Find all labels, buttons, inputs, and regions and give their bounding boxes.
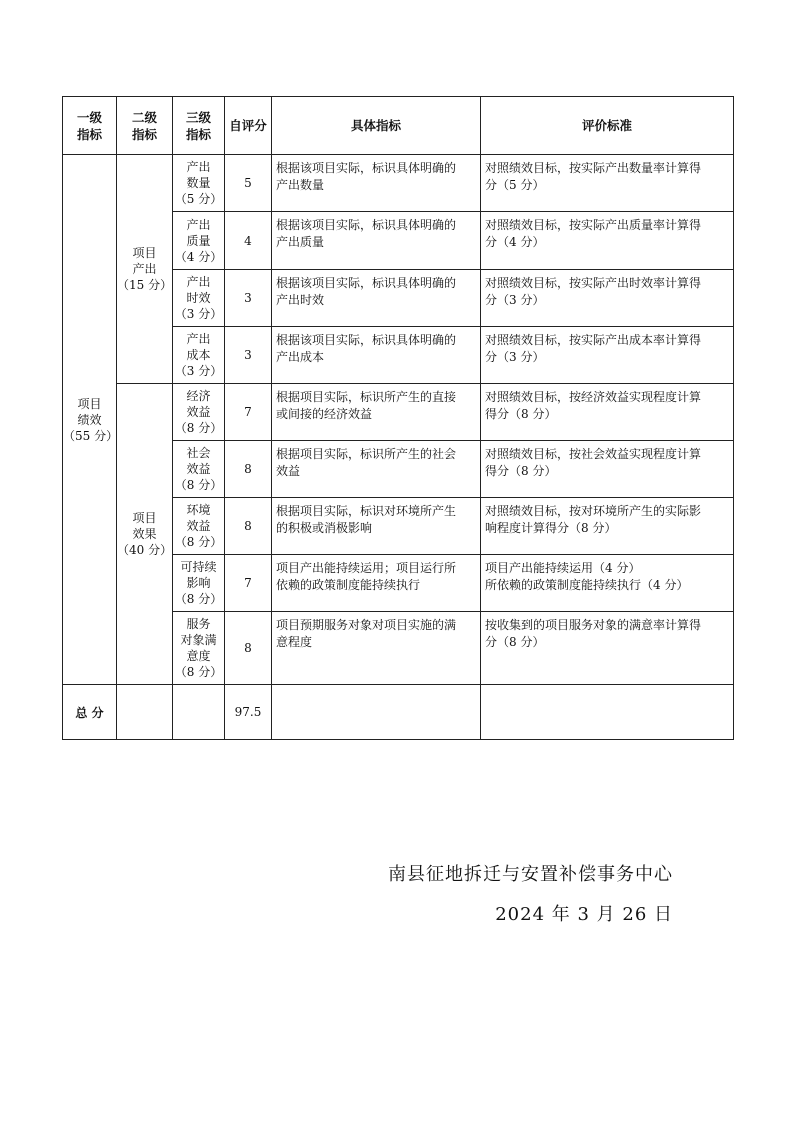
score-cell: 3 <box>225 327 272 384</box>
indicator-cell: 根据该项目实际，标识具体明确的 产出时效 <box>272 270 481 327</box>
level2-cell-effect: 项目 效果 （40 分） <box>117 384 173 685</box>
score-cell: 8 <box>225 441 272 498</box>
standard-cell: 对照绩效目标，按对环境所产生的实际影 响程度计算得分（8 分） <box>481 498 734 555</box>
table-header-row <box>63 97 734 155</box>
signature-date: 2024 年 3 月 26 日 <box>495 904 673 925</box>
header-indicator: 具体指标 <box>272 97 481 155</box>
level3-cell: 产出 数量 （5 分） <box>173 155 225 212</box>
level3-cell: 服务 对象满 意度 （8 分） <box>173 612 225 685</box>
indicator-cell: 根据项目实际，标识所产生的社会 效益 <box>272 441 481 498</box>
header-standard: 评价标准 <box>481 97 734 155</box>
score-cell: 8 <box>225 612 272 685</box>
header-level2: 二级 指标 <box>117 97 173 155</box>
level2-cell-output: 项目 产出 （15 分） <box>117 155 173 384</box>
performance-evaluation-table <box>62 96 734 740</box>
table-row <box>63 155 734 212</box>
indicator-cell: 根据项目实际，标识所产生的直接 或间接的经济效益 <box>272 384 481 441</box>
standard-cell: 对照绩效目标，按实际产出质量率计算得 分（4 分） <box>481 212 734 270</box>
level3-cell: 产出 质量 （4 分） <box>173 212 225 270</box>
empty-cell <box>272 685 481 740</box>
header-level1: 一级 指标 <box>63 97 117 155</box>
level3-cell: 可持续 影响 （8 分） <box>173 555 225 612</box>
indicator-cell: 项目产出能持续运用；项目运行所 依赖的政策制度能持续执行 <box>272 555 481 612</box>
score-cell: 7 <box>225 555 272 612</box>
header-level3: 三级 指标 <box>173 97 225 155</box>
empty-cell <box>481 685 734 740</box>
level1-cell: 项目 绩效 （55 分） <box>63 155 117 685</box>
indicator-cell: 根据该项目实际，标识具体明确的 产出数量 <box>272 155 481 212</box>
empty-cell <box>173 685 225 740</box>
level3-cell: 产出 时效 （3 分） <box>173 270 225 327</box>
total-label: 总 分 <box>63 685 117 740</box>
standard-cell: 项目产出能持续运用（4 分） 所依赖的政策制度能持续执行（4 分） <box>481 555 734 612</box>
total-row <box>63 685 734 740</box>
level3-cell: 环境 效益 （8 分） <box>173 498 225 555</box>
indicator-cell: 根据项目实际，标识对环境所产生 的积极或消极影响 <box>272 498 481 555</box>
standard-cell: 按收集到的项目服务对象的满意率计算得 分（8 分） <box>481 612 734 685</box>
indicator-cell: 项目预期服务对象对项目实施的满 意程度 <box>272 612 481 685</box>
header-score: 自评分 <box>225 97 272 155</box>
score-cell: 5 <box>225 155 272 212</box>
score-cell: 8 <box>225 498 272 555</box>
standard-cell: 对照绩效目标，按实际产出时效率计算得 分（3 分） <box>481 270 734 327</box>
score-cell: 4 <box>225 212 272 270</box>
score-cell: 3 <box>225 270 272 327</box>
empty-cell <box>117 685 173 740</box>
score-cell: 7 <box>225 384 272 441</box>
standard-cell: 对照绩效目标，按社会效益实现程度计算 得分（8 分） <box>481 441 734 498</box>
standard-cell: 对照绩效目标，按经济效益实现程度计算 得分（8 分） <box>481 384 734 441</box>
table-row <box>63 384 734 441</box>
standard-cell: 对照绩效目标，按实际产出成本率计算得 分（3 分） <box>481 327 734 384</box>
level3-cell: 经济 效益 （8 分） <box>173 384 225 441</box>
level3-cell: 产出 成本 （3 分） <box>173 327 225 384</box>
standard-cell: 对照绩效目标，按实际产出数量率计算得 分（5 分） <box>481 155 734 212</box>
total-score: 97.5 <box>225 685 272 740</box>
indicator-cell: 根据该项目实际，标识具体明确的 产出成本 <box>272 327 481 384</box>
signature-org: 南县征地拆迁与安置补偿事务中心 <box>388 864 673 885</box>
indicator-cell: 根据该项目实际，标识具体明确的 产出质量 <box>272 212 481 270</box>
level3-cell: 社会 效益 （8 分） <box>173 441 225 498</box>
